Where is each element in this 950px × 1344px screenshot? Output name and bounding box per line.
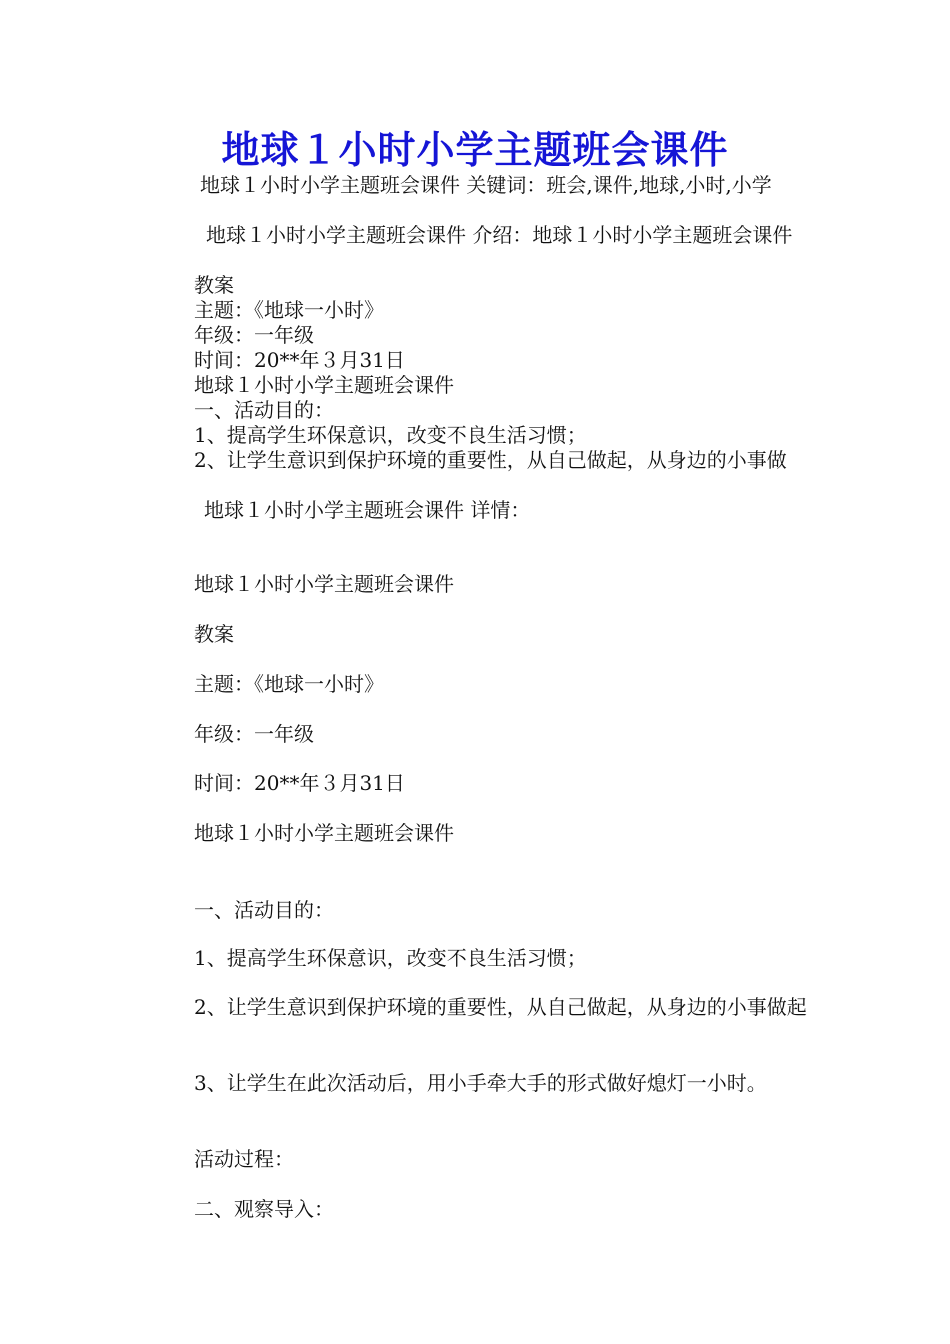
details-line: 年级：一年级 xyxy=(194,722,314,746)
details-line: 地球１小时小学主题班会课件 xyxy=(194,821,454,845)
details-line: 1、提高学生环保意识，改变不良生活习惯； xyxy=(194,946,587,970)
summary-line: 主题：《地球一小时》 xyxy=(194,298,384,322)
details-label: 地球１小时小学主题班会课件 详情： xyxy=(204,498,531,522)
summary-line: 年级：一年级 xyxy=(194,323,314,347)
details-goal-2: 2、让学生意识到保护环境的重要性，从自己做起，从身边的小事做起 xyxy=(194,995,807,1019)
intro-paragraph: 地球１小时小学主题班会课件 介绍：地球１小时小学主题班会课件 xyxy=(206,223,793,247)
summary-line: 教案 xyxy=(194,273,234,297)
section-2-heading: 二、观察导入： xyxy=(194,1197,334,1221)
summary-line: 1、提高学生环保意识，改变不良生活习惯； xyxy=(194,423,587,447)
summary-line: 地球１小时小学主题班会课件 xyxy=(194,373,454,397)
details-line: 教案 xyxy=(194,622,234,646)
details-line: 主题：《地球一小时》 xyxy=(194,672,384,696)
details-line: 一、活动目的： xyxy=(194,898,334,922)
details-line: 时间：20**年３月31日 xyxy=(194,771,405,795)
details-goal-3: 3、让学生在此次活动后，用小手牵大手的形式做好熄灯一小时。 xyxy=(194,1071,767,1095)
summary-goal-2: 2、让学生意识到保护环境的重要性，从自己做起，从身边的小事做 xyxy=(194,448,787,472)
keywords-paragraph: 地球１小时小学主题班会课件 关键词：班会,课件,地球,小时,小学 xyxy=(200,173,772,197)
process-heading: 活动过程： xyxy=(194,1147,294,1171)
summary-line: 时间：20**年３月31日 xyxy=(194,348,405,372)
document-title: 地球１小时小学主题班会课件 xyxy=(221,127,729,172)
details-line: 地球１小时小学主题班会课件 xyxy=(194,572,454,596)
summary-line: 一、活动目的： xyxy=(194,398,334,422)
